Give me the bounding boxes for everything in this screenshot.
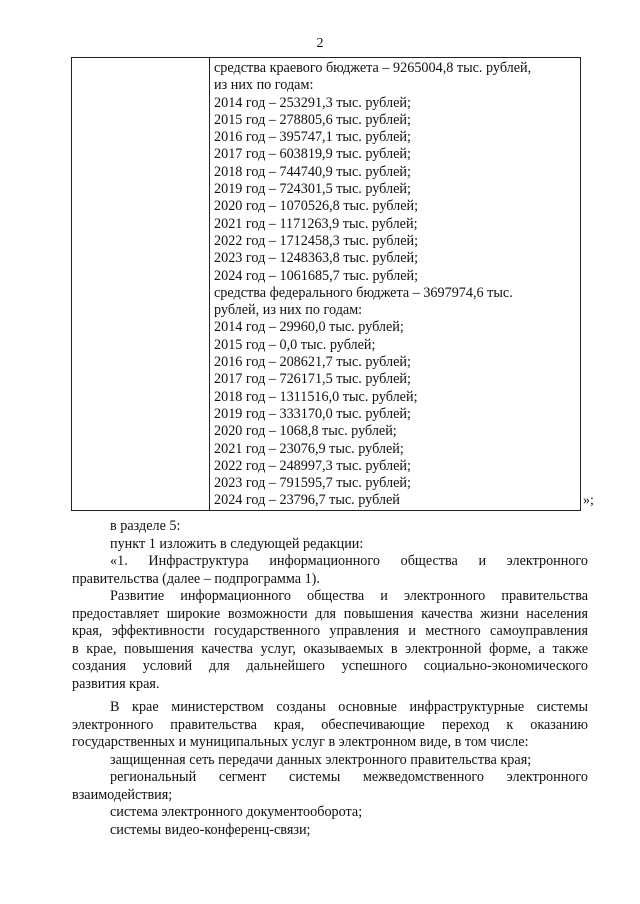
table-line: 2014 год – 253291,3 тыс. рублей; (214, 94, 411, 111)
paragraph-line: развития края. (72, 675, 160, 692)
document-body (72, 518, 588, 839)
item-line: пункт 1 изложить в следующей редакции: (110, 535, 364, 552)
table-column-divider (209, 57, 210, 511)
paragraph-line: Развитие информационного общества и электронного правительства (110, 588, 588, 604)
table-line: 2015 год – 0,0 тыс. рублей; (214, 336, 376, 353)
table-line: 2019 год – 333170,0 тыс. рублей; (214, 405, 411, 422)
paragraph-line: создания условий для дальнейшего успешного социально-экономического (72, 658, 588, 674)
paragraph-line: электронного правительства края, обеспечивающие переход к оказанию (72, 716, 588, 733)
table-line: средства краевого бюджета – 9265004,8 тыс. рублей, (214, 60, 532, 76)
table-line: 2016 год – 395747,1 тыс. рублей; (214, 129, 411, 146)
table-line: 2018 год – 744740,9 тыс. рублей; (214, 163, 411, 180)
table-line: средства федерального бюджета – 3697974,6 тыс. (214, 284, 513, 301)
table-line: 2021 год – 1171263,9 тыс. рублей; (214, 215, 418, 232)
table-line: из них по годам: (214, 77, 314, 94)
paragraph-line: края, эффективности государственного управления и местного самоуправления (72, 623, 588, 639)
list-item: системы видео-конференц-связи; (110, 821, 311, 838)
table-line: 2014 год – 29960,0 тыс. рублей; (214, 319, 404, 336)
section-line: в разделе 5: (110, 518, 181, 534)
table-line: 2022 год – 1712458,3 тыс. рублей; (214, 232, 419, 249)
quote-line: правительства (далее – подпрограмма 1). (72, 570, 320, 587)
table-line: 2015 год – 278805,6 тыс. рублей; (214, 111, 411, 128)
list-item: защищенная сеть передачи данных электронного правительства края; (110, 751, 532, 768)
table-line: 2020 год – 1070526,8 тыс. рублей; (214, 198, 419, 215)
table-line: 2016 год – 208621,7 тыс. рублей; (214, 354, 411, 371)
paragraph-line: государственных и муниципальных услуг в электронном виде, в том числе: (72, 734, 529, 750)
table-line: 2018 год – 1311516,0 тыс. рублей; (214, 388, 418, 405)
closing-quote-mark: »; (583, 493, 594, 508)
paragraph-line: в крае, повышения качества услуг, оказываемых в электронной форме, а также (72, 640, 588, 657)
table-line: 2020 год – 1068,8 тыс. рублей; (214, 423, 397, 440)
list-item: взаимодействия; (72, 786, 173, 803)
table-cell-funding (214, 60, 576, 510)
table-line: 2024 год – 1061685,7 тыс. рублей; (214, 267, 419, 284)
table-line: 2021 год – 23076,9 тыс. рублей; (214, 440, 404, 457)
table-line: 2019 год – 724301,5 тыс. рублей; (214, 181, 411, 198)
quote-line: «1. Инфраструктура информационного общества и электронного (110, 553, 588, 569)
list-item: система электронного документооборота; (110, 804, 363, 820)
table-line: 2023 год – 791595,7 тыс. рублей; (214, 475, 411, 492)
table-line: рублей, из них по годам: (214, 302, 363, 319)
paragraph-line: В крае министерством созданы основные инфраструктурные системы (110, 699, 588, 715)
paragraph-line: предоставляет широкие возможности для повышения качества жизни населения (72, 605, 588, 622)
list-item: региональный сегмент системы межведомственного электронного (110, 769, 588, 785)
table-line: 2017 год – 603819,9 тыс. рублей; (214, 146, 411, 163)
table-line: 2024 год – 23796,7 тыс. рублей (214, 492, 400, 509)
table-line: 2022 год – 248997,3 тыс. рублей; (214, 457, 411, 474)
page-number: 2 (316, 36, 324, 51)
table-line: 2023 год – 1248363,8 тыс. рублей; (214, 250, 419, 267)
table-line: 2017 год – 726171,5 тыс. рублей; (214, 371, 411, 388)
